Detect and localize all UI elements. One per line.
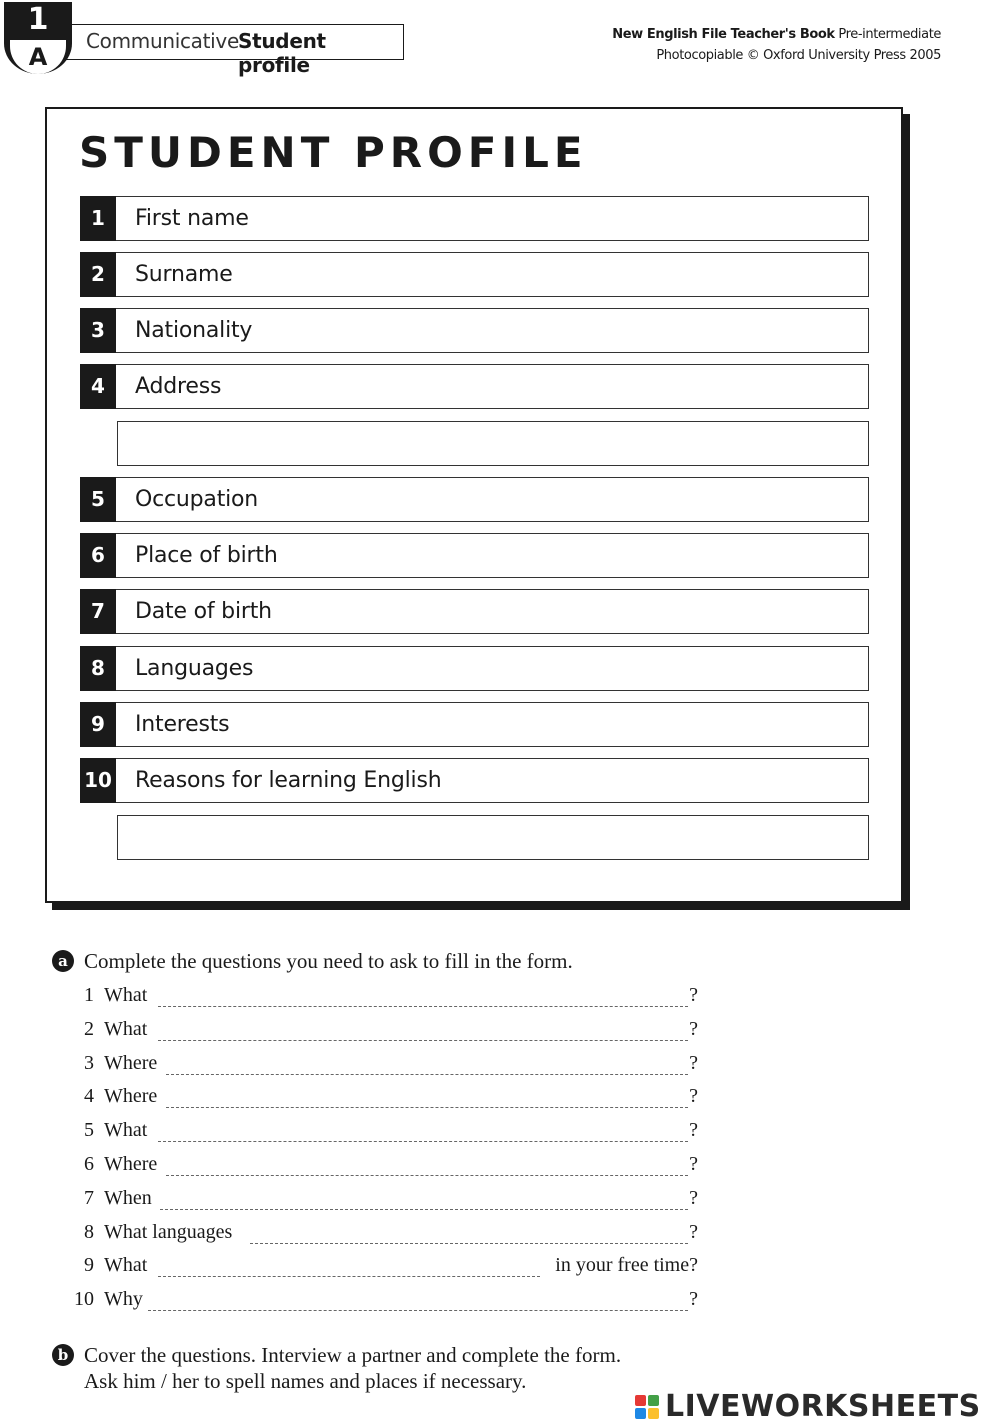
question-word: What [104,1119,148,1142]
question-row-8 [60,1219,700,1249]
field-number: 5 [80,477,116,522]
copyright-notice: Photocopiable © Oxford University Press 2005 [656,48,941,63]
field-label: Languages [135,656,254,681]
form-field-10[interactable] [80,758,869,803]
unit-letter: A [28,43,48,71]
question-ending: ? [689,1085,698,1108]
field-number: 8 [80,646,116,691]
exercise-b-line-1: Cover the questions. Interview a partner and complete the form. [84,1343,622,1367]
question-ending: ? [689,1288,698,1311]
lesson-type: Communicative [86,29,239,53]
question-number: 7 [84,1186,94,1209]
question-word: What [104,1254,148,1277]
question-number: 3 [84,1051,94,1074]
form-field-1[interactable] [80,196,869,241]
book-info [612,24,941,66]
question-row-3 [60,1050,700,1080]
question-ending: ? [689,984,698,1006]
question-word: Where [104,1051,158,1074]
question-row-9 [60,1252,700,1282]
field-label: Reasons for learning English [135,768,442,793]
exercise-a-marker: a [52,950,74,972]
field-number: 3 [80,308,116,353]
liveworksheets-wordmark: LIVEWORKSHEETS [665,1389,981,1424]
field-label: Surname [135,262,233,287]
form-field-6[interactable] [80,533,869,578]
question-word: What [104,984,148,1006]
question-word: Where [104,1085,158,1108]
answer-line[interactable] [160,1209,688,1210]
book-title: New English File Teacher's Book [612,27,835,42]
field-number: 7 [80,589,116,634]
field-number: 9 [80,702,116,747]
question-number: 1 [84,984,94,1006]
form-field-4[interactable] [80,364,869,409]
book-level: Pre-intermediate [838,27,941,42]
question-row-2 [60,1016,700,1046]
question-number: 5 [84,1119,94,1142]
question-row-1 [60,982,700,1012]
question-row-5 [60,1117,700,1147]
field-number: 6 [80,533,116,578]
form-field-3[interactable] [80,308,869,353]
form-field-5[interactable] [80,477,869,522]
liveworksheets-watermark [635,1389,981,1424]
question-row-4 [60,1083,700,1113]
question-word: What languages [104,1220,233,1243]
question-ending: ? [689,1119,698,1142]
field-label: First name [135,206,249,231]
exercise-b-marker: b [52,1344,74,1366]
field-label: Date of birth [135,599,272,624]
field-label: Address [135,374,222,399]
reasons-continuation-field[interactable] [117,815,869,860]
question-ending: ? [689,1017,698,1040]
exercise-b-line-2: Ask him / her to spell names and places if necessary. [84,1369,527,1393]
exercise-a-instruction: Complete the questions you need to ask to fill in the form. [84,949,573,973]
field-label: Nationality [135,318,253,343]
question-number: 8 [84,1220,94,1243]
answer-line[interactable] [158,1040,688,1041]
answer-line[interactable] [250,1243,688,1244]
question-word: Why [104,1288,143,1311]
form-field-7[interactable] [80,589,869,634]
question-number: 6 [84,1153,94,1175]
field-number: 4 [80,364,116,409]
answer-line[interactable] [166,1074,688,1075]
question-number: 10 [74,1288,94,1311]
answer-line[interactable] [158,1276,540,1277]
question-row-7 [60,1185,700,1215]
answer-line[interactable] [166,1175,688,1176]
answer-line[interactable] [158,1006,688,1007]
answer-line[interactable] [158,1141,688,1142]
question-row-10 [60,1286,700,1316]
question-word: Where [104,1153,158,1175]
form-field-9[interactable] [80,702,869,747]
field-input-box[interactable] [116,364,869,409]
field-label: Place of birth [135,543,278,568]
unit-badge [4,2,72,74]
question-word: When [104,1186,152,1209]
question-ending: in your free time? [555,1254,698,1277]
lesson-label [66,24,404,77]
form-field-8[interactable] [80,646,869,691]
question-number: 2 [84,1017,94,1040]
question-row-6 [60,1151,700,1181]
form-title: STUDENT PROFILE [79,128,588,177]
question-ending: ? [689,1153,698,1175]
field-number: 10 [80,758,116,803]
field-label: Interests [135,712,230,737]
question-ending: ? [689,1186,698,1209]
liveworksheets-logo-icon [635,1395,659,1419]
question-number: 4 [84,1085,94,1108]
question-ending: ? [689,1220,698,1243]
form-field-2[interactable] [80,252,869,297]
answer-line[interactable] [166,1107,688,1108]
answer-line[interactable] [148,1310,688,1311]
field-label: Occupation [135,487,259,512]
question-word: What [104,1017,148,1040]
question-ending: ? [689,1051,698,1074]
address-continuation-field[interactable] [117,421,869,466]
field-number: 1 [80,196,116,241]
lesson-title: Student profile [238,29,326,77]
question-number: 9 [84,1254,94,1277]
field-number: 2 [80,252,116,297]
unit-number: 1 [27,2,49,37]
